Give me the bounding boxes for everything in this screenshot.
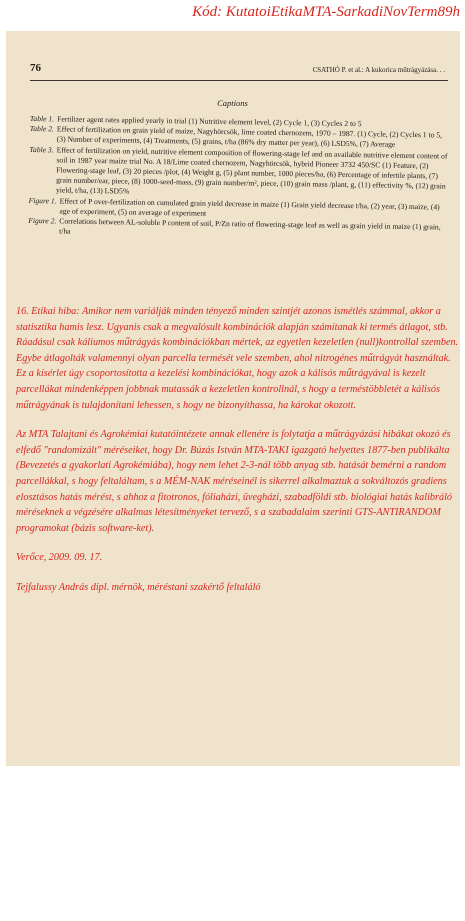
note-paragraph-2: Az MTA Talajtani és Agrokémiai kutatóintézete annak ellenére is folytatja a műtrágyázási hibákat okozó és elfedő "randomizált" méréseiket, hogy Dr. Búzás István MTA-TAKI igazgató helyettes 1877-ben publikálta (Bevezetés a gyakorlati Agrokémiába), hogy nem lehet 2-3-nál több anyag stb. hatását bemérni a random parcellákkal, s hogy feltaláltam, s a MÉM-NAK méréseinél is sikerrel alkalmaztuk a sokváltozós gradiens elosztásos hatás mérést, s ahhoz a fitotronos, fóliaházi, üvegházi, szabadföldi stb. biológiai hatás kalibráló méréseknek a végzésére alkalmas létesítményeket tervező, s a szabadalaim szerinti GTS-ANTIRANDOM programokat (bázis software-ket). bbox=[16, 429, 453, 534]
captions-list bbox=[28, 114, 448, 243]
caption-text: Correlations between AL-soluble P content of soil, P/Zn ratio of flowering-stage leaf as well as grain yield in maize (1) grain, t/ha bbox=[59, 216, 441, 236]
page-number: 76 bbox=[30, 62, 41, 74]
running-header: CSATHÓ P. et al.: A kukorica műtrágyázása. . . bbox=[312, 66, 445, 74]
note-signature: Tejfalussy András dipl. mérnök, méréstani szakértő feltaláló bbox=[16, 581, 261, 593]
note-paragraph-1: 16. Etikai hiba: Amikor nem variálják minden tényező minden szintjét azonos ismétlés számmal, akkor a statisztika hamis lesz. Ugyanis csak a megvalósult kombinációk alapján számítanak ki termés átlagot, stb. Ráadásul csak káliumos műtrágyás kombinációkban mértek, az egyetlen kezeletlen (null)kontrollal szemben. Egybe átlagolták valamennyi olyan parcella termését vele szemben, ahol nitrogénes műtrágyát használtak. Ez a kísérlet úgy csoportosította a kezelési kombinációkat, hogy azok a kálisós műtrágyával is kezelt parcellákat mindenképpen jobbnak mutassák a kezeletlen kontrollnál, s hogy a terméstöbbletét a kálisós műtrágyának is tulajdonítani lehessen, s hogy ne bizonyíthassa, ha károkat okozott. bbox=[16, 306, 459, 411]
caption-label: Figure 2. bbox=[28, 216, 57, 226]
header-rule bbox=[30, 80, 448, 81]
document-code: Kód: KutatoiEtikaMTA-SarkadiNovTerm89h bbox=[192, 4, 460, 20]
handwritten-note bbox=[16, 304, 462, 596]
caption-text: Effect of fertilization on yield, nutritive element composition of flowering-stage lef and on available nutritive element content of soil in 1987 year maize trial No. A 18/Lime coated chernozem, Nagyhörcsök, hybrid Pioneer 3732 450/SC (1) Feature, (2) Flowering-stage leaf, (3) 20 pieces /plot, (4) Weight g, (5) plant number, 1000 pieces/ha, (6) Percentage of infertile plants, (7) grain number/ear, piece, (8) 1000-seed-mass, (9) grain number/m², piece, (10) grain mass /plant, g, (11) effectivity %, (12) grain yield, t/ha, (13) LSD5% bbox=[55, 145, 448, 196]
captions-title: Captions bbox=[217, 98, 248, 108]
caption-text: Fertilizer agent rates applied yearly in trial (1) Nutritive element level, (2) Cycle 1, (3) Cycles 2 to 5 bbox=[57, 114, 362, 129]
note-date: Verőce, 2009. 09. 17. bbox=[16, 552, 103, 564]
caption-label: Figure 1. bbox=[28, 195, 57, 206]
caption-label: Table 1. bbox=[29, 114, 55, 124]
caption-table-3 bbox=[29, 145, 448, 203]
caption-label: Table 2. bbox=[29, 124, 55, 134]
caption-label: Table 3. bbox=[29, 144, 54, 154]
caption-text: Effect of fertilization on grain yield of maize, Nagyhörcsök, lime coated chernozem, 1970 – 1987. (1) Cycle, (2) Cycles 1 to 5, (3) Number of experiments, (4) Treatments, (5) grains, t/ha (86% dry matter per year), (6) LSD5%, (7) Average bbox=[56, 124, 443, 150]
caption-text: Effect of P over-fertilization on cumulated grain yield decrease in maize (1) Grain yield decrease t/ha, (2) year, (3) maize, (4) age of experiment, (5) on average of experiment bbox=[59, 196, 440, 218]
